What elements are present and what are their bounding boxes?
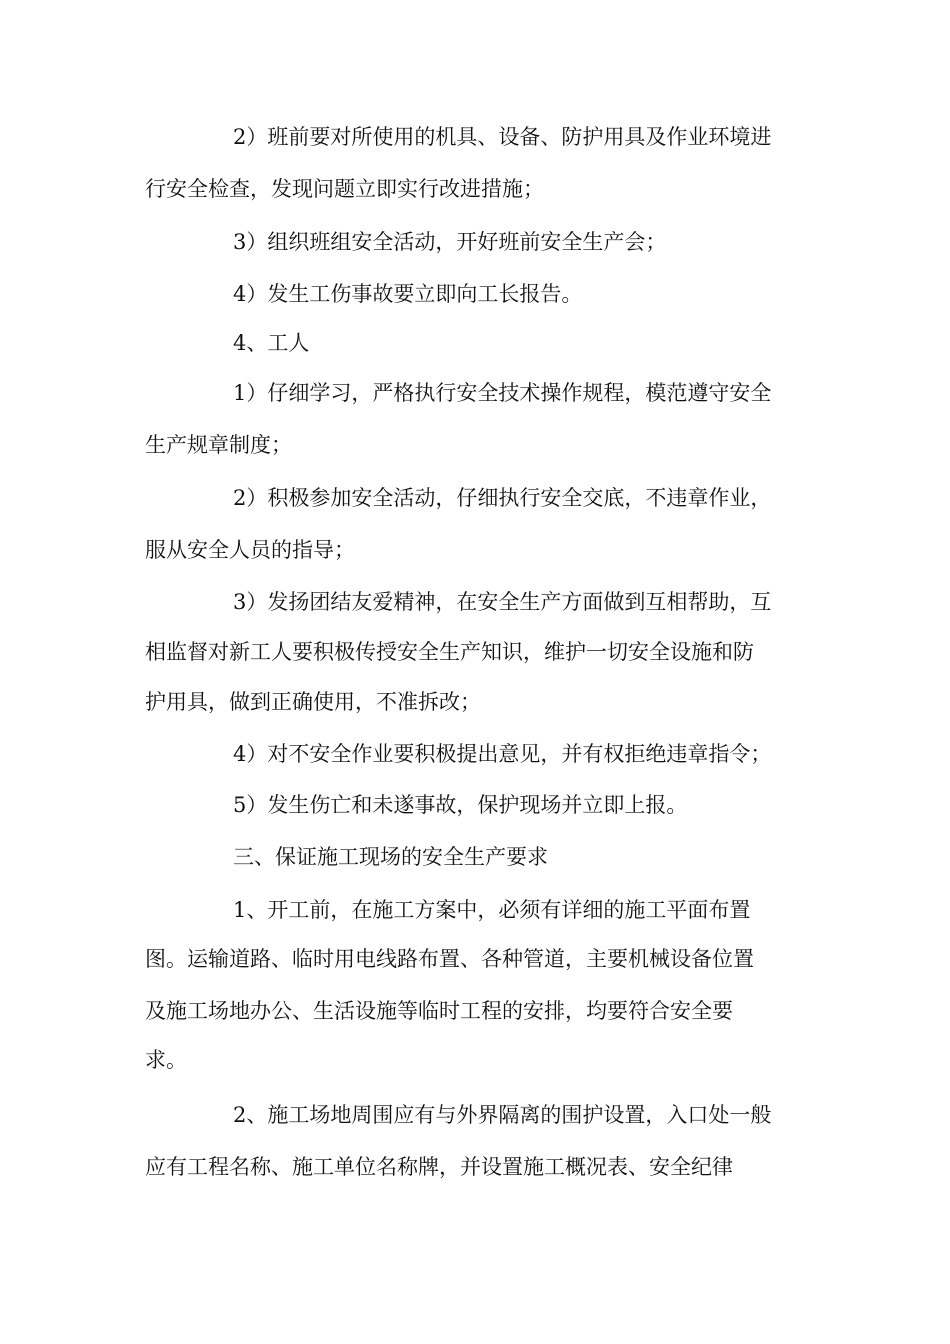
- paragraph-line: 行安全检查，发现问题立即实行改进措施；: [145, 177, 544, 201]
- section-heading: 4、工人: [233, 331, 310, 355]
- paragraph-line: 护用具，做到正确使用，不准拆改；: [145, 690, 481, 714]
- paragraph-line: 服从安全人员的指导；: [145, 538, 355, 562]
- paragraph-line: 生产规章制度；: [145, 433, 292, 457]
- paragraph-line: 2、施工场地周围应有与外界隔离的围护设置，入口处一般: [233, 1103, 772, 1127]
- paragraph-line: 3）发扬团结友爱精神，在安全生产方面做到互相帮助，互: [233, 590, 772, 614]
- paragraph-line: 4）对不安全作业要积极提出意见，并有权拒绝违章指令；: [233, 742, 772, 766]
- paragraph-line: 1）仔细学习，严格执行安全技术操作规程，模范遵守安全: [233, 381, 772, 405]
- paragraph-line: 图。运输道路、临时用电线路布置、各种管道，主要机械设备位置: [145, 947, 754, 971]
- paragraph-line: 4）发生工伤事故要立即向工长报告。: [233, 282, 583, 306]
- paragraph-line: 及施工场地办公、生活设施等临时工程的安排，均要符合安全要: [145, 999, 733, 1023]
- paragraph-line: 相监督对新工人要积极传授安全生产知识，维护一切安全设施和防: [145, 640, 754, 664]
- section-heading: 三、保证施工现场的安全生产要求: [233, 845, 548, 869]
- paragraph-line: 3）组织班组安全活动，开好班前安全生产会；: [233, 230, 667, 254]
- paragraph-line: 应有工程名称、施工单位名称牌，并设置施工概况表、安全纪律: [145, 1155, 733, 1179]
- paragraph-line: 求。: [145, 1048, 187, 1072]
- paragraph-line: 2）积极参加安全活动，仔细执行安全交底，不违章作业，: [233, 486, 772, 510]
- paragraph-line: 2）班前要对所使用的机具、设备、防护用具及作业环境进: [233, 125, 772, 149]
- paragraph-line: 5）发生伤亡和未遂事故，保护现场并立即上报。: [233, 793, 688, 817]
- paragraph-line: 1、开工前，在施工方案中，必须有详细的施工平面布置: [233, 898, 751, 922]
